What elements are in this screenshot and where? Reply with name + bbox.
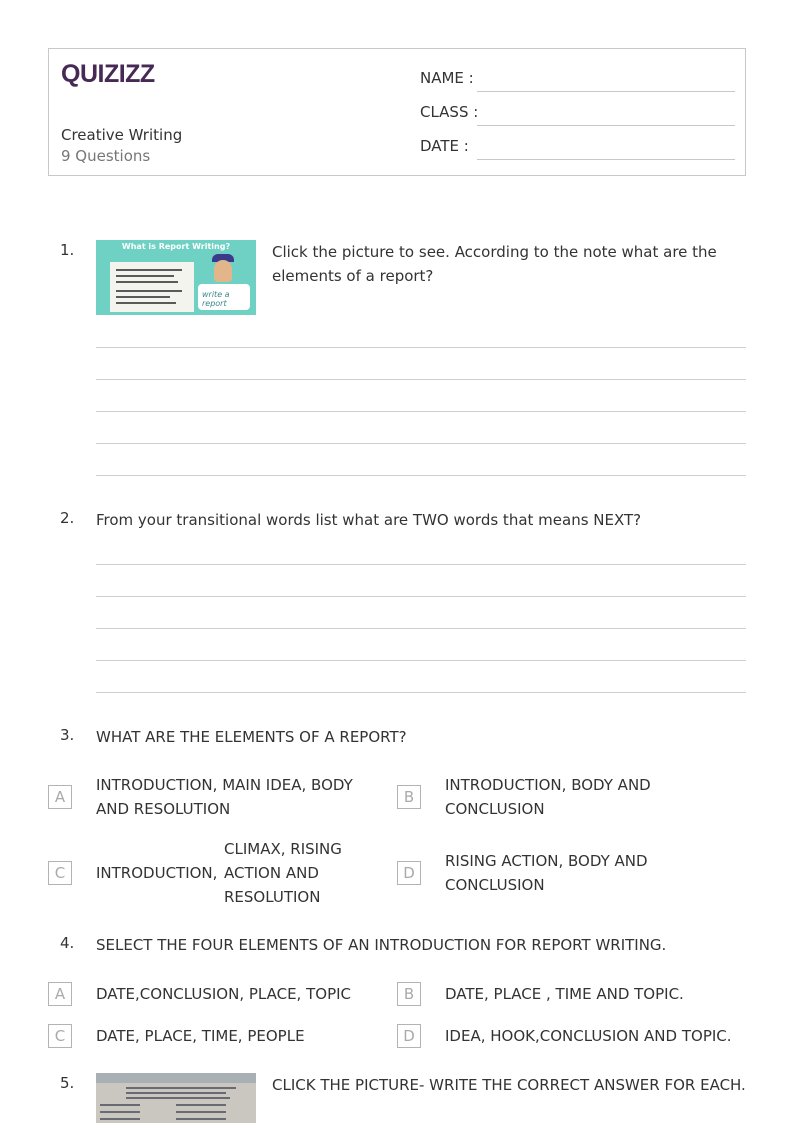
- question-count: 9 Questions: [61, 147, 151, 165]
- date-line[interactable]: [477, 159, 735, 160]
- option-c-text[interactable]: DATE, PLACE, TIME, PEOPLE: [96, 1027, 305, 1045]
- option-letter-a[interactable]: A: [48, 785, 72, 809]
- question-3-number: 3.: [60, 726, 75, 744]
- image-badge: [198, 284, 250, 310]
- option-b-text[interactable]: DATE, PLACE , TIME AND TOPIC.: [445, 985, 684, 1003]
- date-field[interactable]: [420, 137, 735, 161]
- question-2-text: From your transitional words list what are TWO words that means NEXT?: [96, 511, 642, 529]
- answer-line[interactable]: [96, 443, 746, 444]
- image-title: What is Report Writing?: [121, 242, 231, 251]
- option-letter-d[interactable]: D: [397, 1024, 421, 1048]
- option-letter-c[interactable]: C: [48, 1024, 72, 1048]
- image-header-band: [96, 1073, 256, 1083]
- answer-line[interactable]: [96, 628, 746, 629]
- answer-line[interactable]: [96, 564, 746, 565]
- answer-line[interactable]: [96, 411, 746, 412]
- note-card: [110, 262, 194, 312]
- answer-line[interactable]: [96, 596, 746, 597]
- answer-line[interactable]: [96, 475, 746, 476]
- date-label: DATE :: [420, 137, 469, 155]
- option-a-text[interactable]: INTRODUCTION, MAIN IDEA, BODY AND RESOLUTION: [96, 776, 353, 818]
- quizizz-logo: QUIZIZZ: [61, 60, 155, 88]
- option-letter-a[interactable]: A: [48, 982, 72, 1006]
- class-field[interactable]: [420, 103, 735, 127]
- option-b-text[interactable]: INTRODUCTION, BODY AND CONCLUSION: [445, 776, 651, 818]
- question-5-image[interactable]: [96, 1073, 256, 1123]
- name-label: NAME :: [420, 69, 474, 87]
- option-letter-b[interactable]: B: [397, 785, 421, 809]
- class-line[interactable]: [477, 125, 735, 126]
- option-letter-c[interactable]: C: [48, 861, 72, 885]
- answer-line[interactable]: [96, 692, 746, 693]
- image-badge-text: write a report: [202, 290, 230, 308]
- question-3-text: WHAT ARE THE ELEMENTS OF A REPORT?: [96, 728, 407, 746]
- class-label: CLASS :: [420, 103, 479, 121]
- question-1-image[interactable]: [96, 240, 256, 315]
- option-d-text[interactable]: RISING ACTION, BODY AND CONCLUSION: [445, 852, 648, 894]
- option-letter-d[interactable]: D: [397, 861, 421, 885]
- answer-line[interactable]: [96, 347, 746, 348]
- option-letter-b[interactable]: B: [397, 982, 421, 1006]
- option-d-text[interactable]: IDEA, HOOK,CONCLUSION AND TOPIC.: [445, 1027, 732, 1045]
- question-4-text: SELECT THE FOUR ELEMENTS OF AN INTRODUCTION FOR REPORT WRITING.: [96, 936, 667, 954]
- question-1-text: Click the picture to see. According to the note what are the elements of a report?: [272, 243, 717, 285]
- question-4-number: 4.: [60, 934, 75, 952]
- question-2-number: 2.: [60, 509, 75, 527]
- option-c-text-part2[interactable]: CLIMAX, RISING ACTION AND RESOLUTION: [224, 840, 342, 906]
- option-c-text-part1[interactable]: INTRODUCTION,: [96, 864, 218, 882]
- worksheet-title: Creative Writing: [61, 126, 183, 144]
- answer-line[interactable]: [96, 660, 746, 661]
- question-5-number: 5.: [60, 1074, 75, 1092]
- question-1-number: 1.: [60, 241, 75, 259]
- question-5-text: CLICK THE PICTURE- WRITE THE CORRECT ANSWER FOR EACH.: [272, 1076, 746, 1094]
- worksheet-header: [48, 48, 746, 176]
- student-figure-icon: [214, 260, 232, 282]
- answer-line[interactable]: [96, 379, 746, 380]
- name-field[interactable]: [420, 69, 735, 93]
- name-line[interactable]: [477, 91, 735, 92]
- option-a-text[interactable]: DATE,CONCLUSION, PLACE, TOPIC: [96, 985, 352, 1003]
